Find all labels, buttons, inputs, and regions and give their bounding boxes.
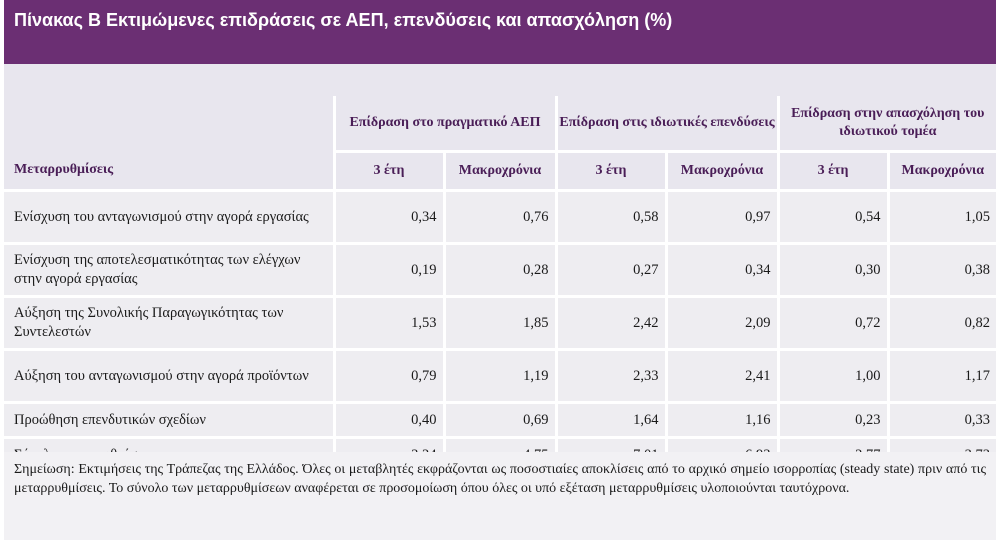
sub-header-3y: 3 έτη (556, 152, 666, 191)
group-header-investment: Επίδραση στις ιδιωτικές επενδύσεις (556, 96, 778, 152)
cell-value: 2,33 (556, 350, 666, 403)
results-table-wrapper (4, 96, 996, 474)
cell-value: 0,76 (444, 191, 556, 244)
cell-value: 0,72 (778, 297, 888, 350)
cell-value: 0,27 (556, 244, 666, 297)
cell-value: 0,33 (888, 403, 996, 438)
sub-header-3y: 3 έτη (778, 152, 888, 191)
cell-value: 1,85 (444, 297, 556, 350)
table-row (4, 350, 996, 403)
cell-value: 0,69 (444, 403, 556, 438)
cell-value: 0,54 (778, 191, 888, 244)
row-label: Αύξηση του ανταγωνισμού στην αγορά προϊόντων (4, 350, 334, 403)
cell-value: 0,38 (888, 244, 996, 297)
cell-value: 0,34 (666, 244, 778, 297)
table-row (4, 191, 996, 244)
group-header-row (4, 96, 996, 152)
cell-value: 1,00 (778, 350, 888, 403)
sub-header-3y: 3 έτη (334, 152, 444, 191)
cell-value: 2,41 (666, 350, 778, 403)
cell-value: 0,97 (666, 191, 778, 244)
cell-value: 2,09 (666, 297, 778, 350)
cell-value: 0,34 (334, 191, 444, 244)
cell-value: 0,19 (334, 244, 444, 297)
table-row (4, 297, 996, 350)
cell-value: 1,05 (888, 191, 996, 244)
row-label: Προώθηση επενδυτικών σχεδίων (4, 403, 334, 438)
cell-value: 1,16 (666, 403, 778, 438)
sub-header-long: Μακροχρόνια (444, 152, 556, 191)
row-label: Ενίσχυση του ανταγωνισμού στην αγορά εργασίας (4, 191, 334, 244)
table-row (4, 244, 996, 297)
cell-value: 0,23 (778, 403, 888, 438)
cell-value: 1,64 (556, 403, 666, 438)
cell-value: 0,40 (334, 403, 444, 438)
row-label: Αύξηση της Συνολικής Παραγωγικότητας των Συντελεστών (4, 297, 334, 350)
cell-value: 1,17 (888, 350, 996, 403)
table-title: Πίνακας Β Εκτιμώμενες επιδράσεις σε ΑΕΠ, επενδύσεις και απασχόληση (%) (4, 0, 996, 64)
row-header: Μεταρρυθμίσεις (4, 96, 334, 191)
cell-value: 0,28 (444, 244, 556, 297)
cell-value: 2,42 (556, 297, 666, 350)
table-note: Σημείωση: Εκτιμήσεις της Τράπεζας της Ελλάδος. Όλες οι μεταβλητές εκφράζονται ως ποσοστιαίες αποκλίσεις από το αρχικό σημείο ισορροπίας (steady state) πριν από τις μεταρρυθμίσεις. Το σύνολο των μεταρρυθμίσεων αναφέρεται σε προσομοίωση όπου όλες οι υπό εξέταση μεταρρυθμίσεις υλοποιούνται ταυτόχρονα. (4, 452, 996, 540)
header-spacer-band (4, 64, 996, 96)
cell-value: 0,82 (888, 297, 996, 350)
cell-value: 0,58 (556, 191, 666, 244)
sub-header-long: Μακροχρόνια (888, 152, 996, 191)
cell-value: 0,79 (334, 350, 444, 403)
cell-value: 1,19 (444, 350, 556, 403)
group-header-gdp: Επίδραση στο πραγματικό ΑΕΠ (334, 96, 556, 152)
sub-header-long: Μακροχρόνια (666, 152, 778, 191)
results-table (4, 96, 996, 474)
cell-value: 0,30 (778, 244, 888, 297)
cell-value: 1,53 (334, 297, 444, 350)
table-row (4, 403, 996, 438)
group-header-employment: Επίδραση στην απασχόληση του ιδιωτικού τομέα (778, 96, 996, 152)
row-label: Ενίσχυση της αποτελεσματικότητας των ελέγχων στην αγορά εργασίας (4, 244, 334, 297)
